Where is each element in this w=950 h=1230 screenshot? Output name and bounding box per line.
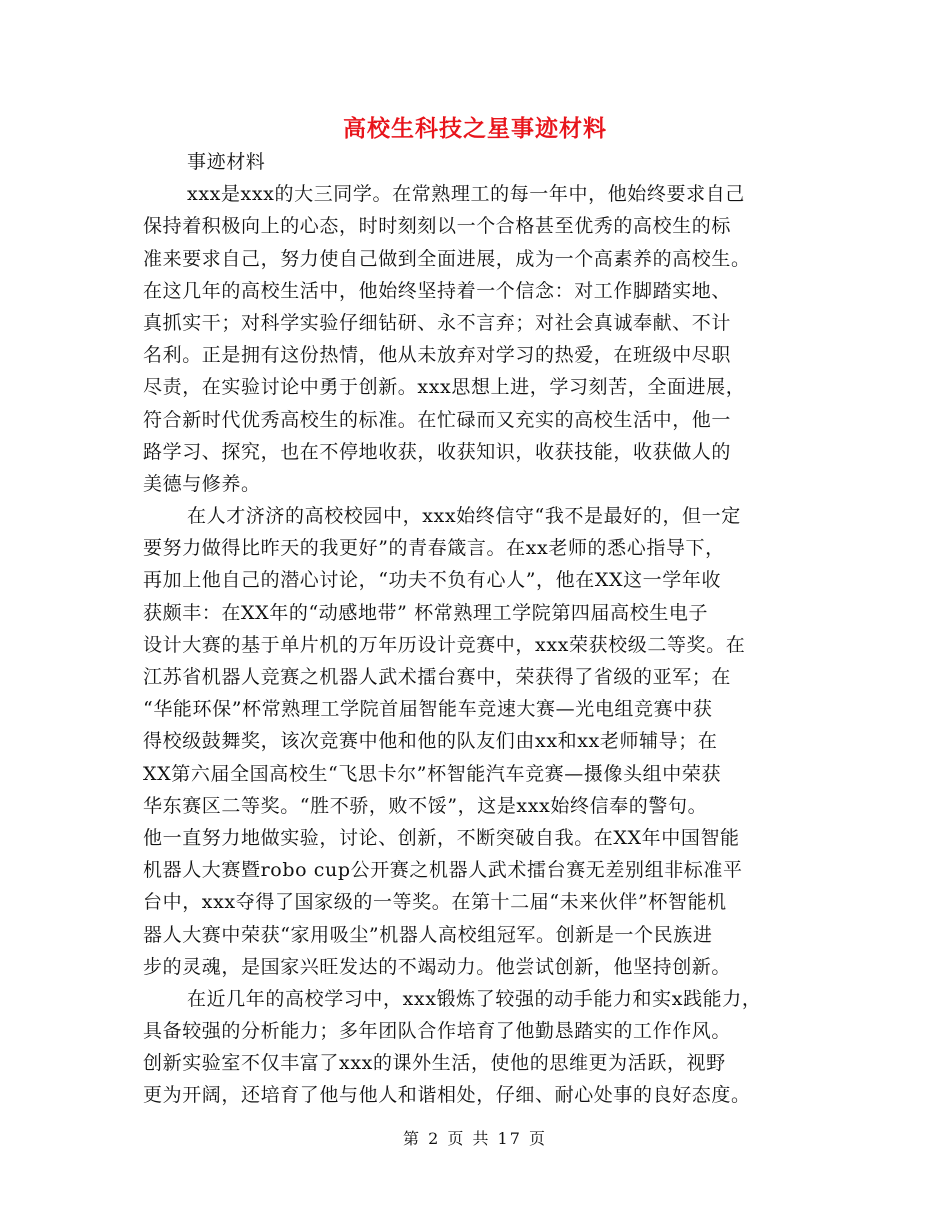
text-line: XX第六届全国高校生“飞思卡尔”杯智能汽车竞赛—摄像头组中荣获 <box>143 762 722 785</box>
text-line: 要努力做得比昨天的我更好”的青春箴言。在xx老师的悉心指导下， <box>143 537 725 560</box>
text-line: 真抓实干；对科学实验仔细钻研、永不言弃；对社会真诚奉献、不计 <box>143 311 732 334</box>
text-line: 准来要求自己，努力使自己做到全面进展，成为一个高素养的高校生。 <box>143 247 751 270</box>
document-body <box>143 146 833 1112</box>
text-line: 步的灵魂，是国家兴旺发达的不竭动力。他尝试创新，他坚持创新。 <box>143 955 732 978</box>
text-line: xxx是xxx的大三同学。在常熟理工的每一年中，他始终要求自己 <box>187 183 745 206</box>
page-number: 第 2 页 共 17 页 <box>403 1129 547 1148</box>
text-line: 在近几年的高校学习中，xxx锻炼了较强的动手能力和实x践能力， <box>187 987 762 1010</box>
text-line: 名利。正是拥有这份热情，他从未放弃对学习的热爱，在班级中尽职 <box>143 344 732 367</box>
text-line: 美德与修养。 <box>143 472 261 495</box>
text-line: 尽责，在实验讨论中勇于创新。xxx思想上进，学习刻苦，全面进展， <box>143 376 746 399</box>
text-line: 更为开阔，还培育了他与他人和谐相处，仔细、耐心处事的良好态度。 <box>143 1084 751 1107</box>
text-line: 获颇丰：在XX年的“动感地带” 杯常熟理工学院第四届高校生电子 <box>143 601 709 624</box>
text-line: 得校级鼓舞奖，该次竞赛中他和他的队友们由xx和xx老师辅导；在 <box>143 730 718 753</box>
text-line: 符合新时代优秀高校生的标准。在忙碌而又充实的高校生活中，他一 <box>143 408 732 431</box>
text-line: 机器人大赛暨robo cup公开赛之机器人武术擂台赛无差别组非标准平 <box>143 859 743 882</box>
document-title: 高校生科技之星事迹材料 <box>343 115 607 142</box>
text-line: 在这几年的高校生活中，他始终坚持着一个信念：对工作脚踏实地、 <box>143 279 732 302</box>
text-line: 具备较强的分析能力；多年团队合作培育了他勤恳踏实的工作作风。 <box>143 1020 732 1043</box>
text-line: 江苏省机器人竞赛之机器人武术擂台赛中，荣获得了省级的亚军；在 <box>143 666 732 688</box>
text-line: “华能环保”杯常熟理工学院首届智能车竞速大赛—光电组竞赛中获 <box>143 698 713 721</box>
section-heading: 事迹材料 <box>187 151 266 173</box>
text-line: 路学习、探究，也在不停地收获，收获知识，收获技能，收获做人的 <box>143 440 732 463</box>
text-line: 器人大赛中荣获“家用吸尘”机器人高校组冠军。创新是一个民族进 <box>143 923 713 946</box>
text-line: 在人才济济的高校校园中，xxx始终信守“我不是最好的，但一定 <box>187 505 741 528</box>
text-line: 华东赛区二等奖。“胜不骄，败不馁”，这是xxx始终信奉的警句。 <box>143 794 708 817</box>
text-line: 他一直努力地做实验，讨论、创新，不断突破自我。在XX年中国智能 <box>143 826 740 849</box>
text-line: 保持着积极向上的心态，时时刻刻以一个合格甚至优秀的高校生的标 <box>143 215 732 238</box>
text-line: 台中，xxx夺得了国家级的一等奖。在第十二届“未来伙伴”杯智能机 <box>143 891 727 914</box>
text-line: 设计大赛的基于单片机的万年历设计竞赛中，xxx荣获校级二等奖。在 <box>143 633 746 656</box>
text-line: 再加上他自己的潜心讨论，“功夫不负有心人”，他在XX这一学年收 <box>143 569 722 592</box>
text-line: 创新实验室不仅丰富了xxx的课外生活，使他的思维更为活跃，视野 <box>143 1052 726 1075</box>
